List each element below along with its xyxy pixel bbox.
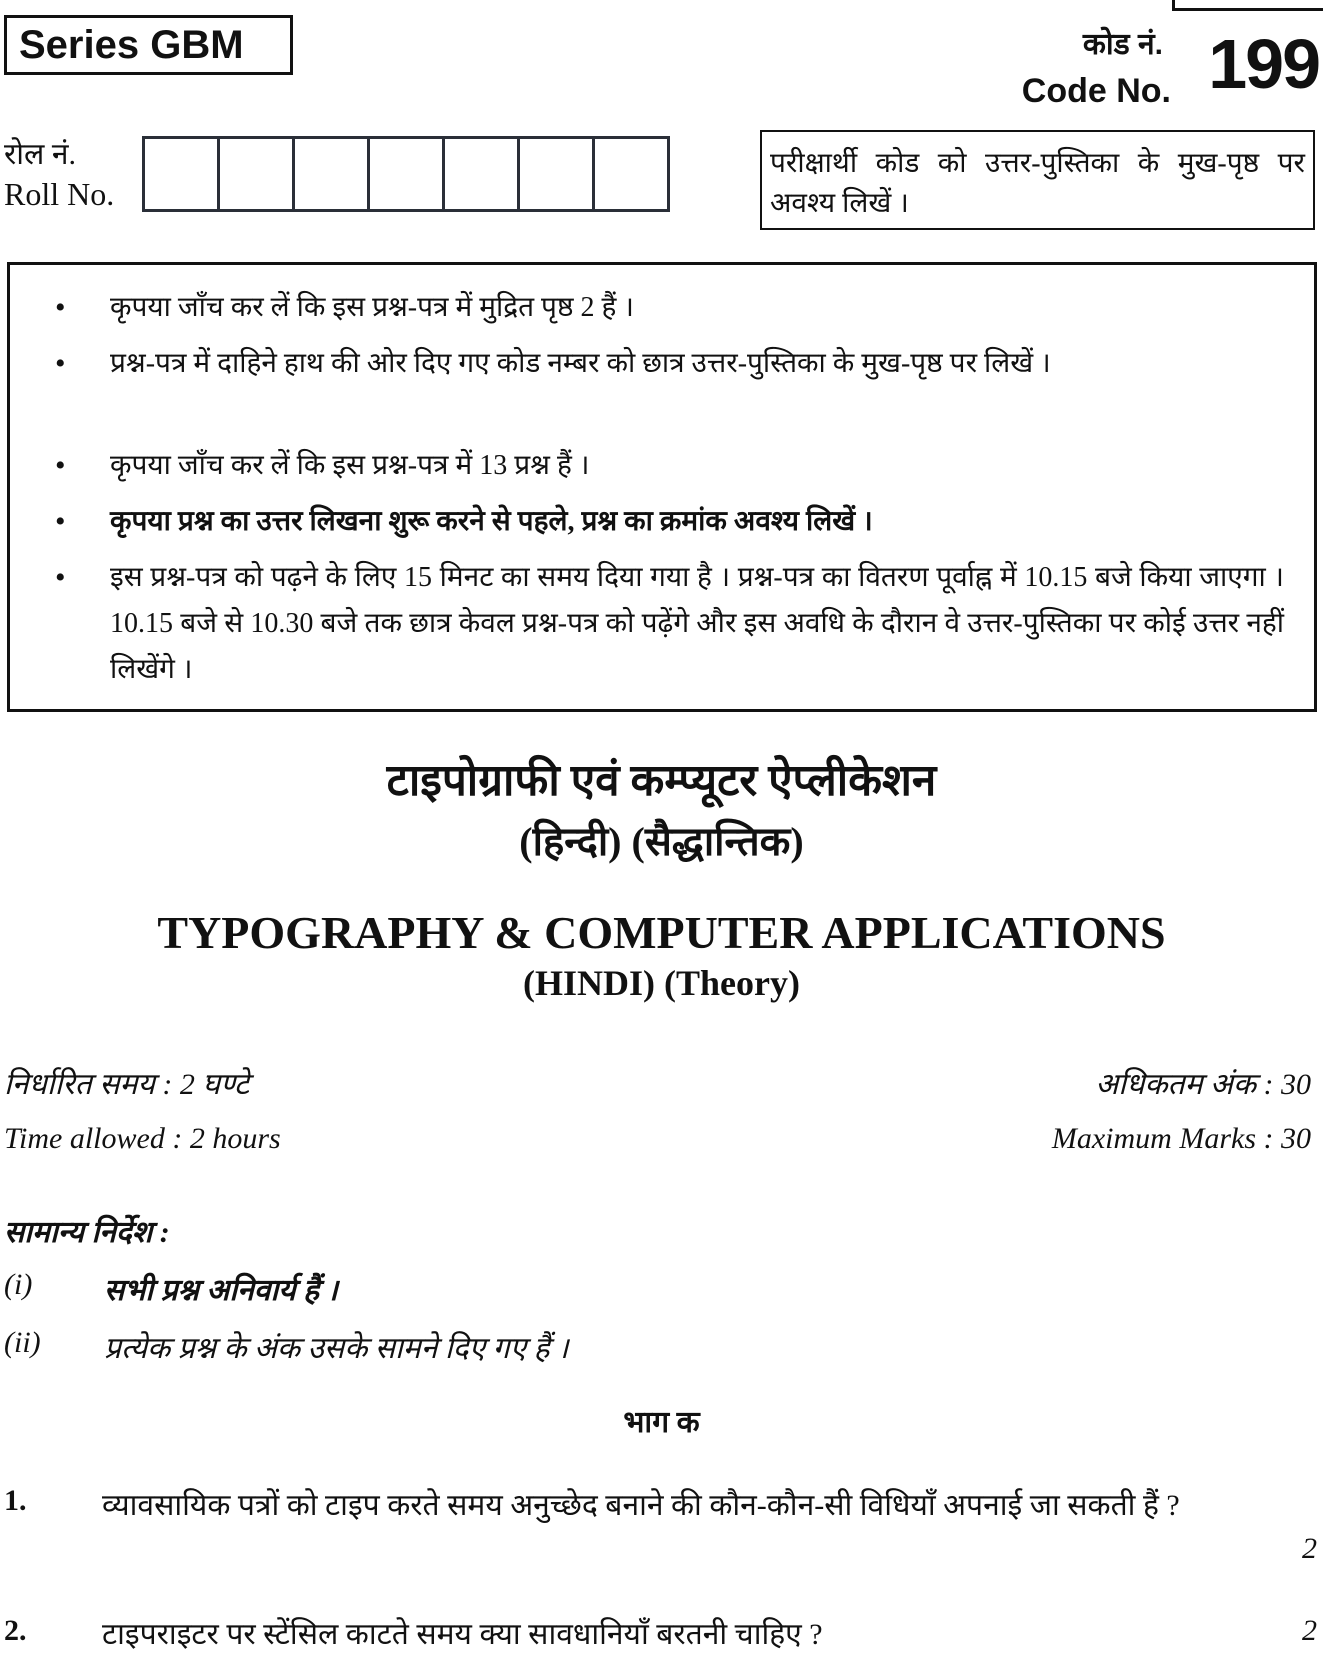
roll-number-boxes[interactable] (142, 136, 670, 212)
bullet: • (55, 505, 66, 538)
time-allowed-hindi: निर्धारित समय : 2 घण्टे (4, 1068, 250, 1101)
roll-digit-box[interactable] (295, 139, 370, 209)
general-item-text: प्रत्येक प्रश्न के अंक उसके सामने दिए गए हैं । (104, 1332, 569, 1365)
general-item-number: (ii) (4, 1326, 41, 1359)
title-hindi: टाइपोग्राफी एवं कम्प्यूटर ऐप्लीकेशन (386, 756, 937, 805)
instruction-item: कृपया जाँच कर लें कि इस प्रश्न-पत्र में 13 प्रश्न हैं । (110, 450, 590, 481)
max-marks-english: Maximum Marks : 30 (1051, 1122, 1311, 1155)
instruction-item: इस प्रश्न-पत्र को पढ़ने के लिए 15 मिनट का समय दिया गया है । प्रश्न-पत्र का वितरण पूर्वाह्न में 10.15 बजे किया जाएगा । 10.15 बजे से 10.30 बजे तक छात्र केवल प्रश्न-पत्र को पढ़ेंगे और इस अवधि के दौरान वे उत्तर-पुस्तिका पर कोई उत्तर नहीं लिखेंगे । (110, 562, 1284, 685)
max-marks-hindi: अधिकतम अंक : 30 (1095, 1068, 1311, 1101)
subtitle-hindi: (हिन्दी) (सैद्धान्तिक) (519, 819, 804, 864)
bullet: • (55, 449, 66, 482)
title-english: TYPOGRAPHY & COMPUTER APPLICATIONS (157, 907, 1166, 958)
roll-label-english: Roll No. (4, 176, 115, 212)
instruction-item: कृपया जाँच कर लें कि इस प्रश्न-पत्र में मुद्रित पृष्ठ 2 हैं । (110, 292, 634, 323)
code-label-english: Code No. (1021, 72, 1171, 110)
bullet: • (55, 347, 66, 380)
question-marks: 2 (1302, 1532, 1317, 1565)
code-number: 199 (1208, 25, 1319, 103)
series-label: Series GBM (4, 15, 293, 75)
roll-digit-box[interactable] (520, 139, 595, 209)
question-marks: 2 (1302, 1614, 1317, 1647)
instruction-item: कृपया प्रश्न का उत्तर लिखना शुरू करने से पहले, प्रश्न का क्रमांक अवश्य लिखें । (110, 506, 873, 537)
code-label-hindi: कोड नं. (1082, 28, 1163, 61)
question-text: व्यावसायिक पत्रों को टाइप करते समय अनुच्छेद बनाने की कौन-कौन-सी विधियाँ अपनाई जा सकती हैं ? (102, 1489, 1180, 1522)
general-item-text: सभी प्रश्न अनिवार्य हैं । (104, 1274, 338, 1307)
section-heading: भाग क (623, 1406, 700, 1439)
instructions-box (7, 262, 1317, 712)
top-corner-box (1172, 0, 1323, 11)
time-allowed-english: Time allowed : 2 hours (4, 1122, 281, 1155)
roll-digit-box[interactable] (595, 139, 667, 209)
instruction-item: प्रश्न-पत्र में दाहिने हाथ की ओर दिए गए कोड नम्बर को छात्र उत्तर-पुस्तिका के मुख-पृष्ठ पर लिखें । (110, 348, 1051, 379)
question-text: टाइपराइटर पर स्टेंसिल काटते समय क्या सावधानियाँ बरतनी चाहिए ? (102, 1618, 823, 1651)
question-number: 1. (4, 1484, 27, 1517)
subtitle-english: (HINDI) (Theory) (523, 963, 800, 1003)
bullet: • (55, 561, 66, 594)
bullet: • (55, 291, 66, 324)
code-notice: परीक्षार्थी कोड को उत्तर-पुस्तिका के मुख-पृष्ठ पर अवश्य लिखें । (760, 130, 1315, 230)
question-number: 2. (4, 1614, 27, 1647)
general-item-number: (i) (4, 1268, 33, 1301)
roll-label-hindi: रोल नं. (4, 138, 77, 171)
roll-digit-box[interactable] (145, 139, 220, 209)
roll-digit-box[interactable] (445, 139, 520, 209)
roll-digit-box[interactable] (220, 139, 295, 209)
general-instructions-heading: सामान्य निर्देश : (4, 1216, 170, 1249)
roll-digit-box[interactable] (370, 139, 445, 209)
